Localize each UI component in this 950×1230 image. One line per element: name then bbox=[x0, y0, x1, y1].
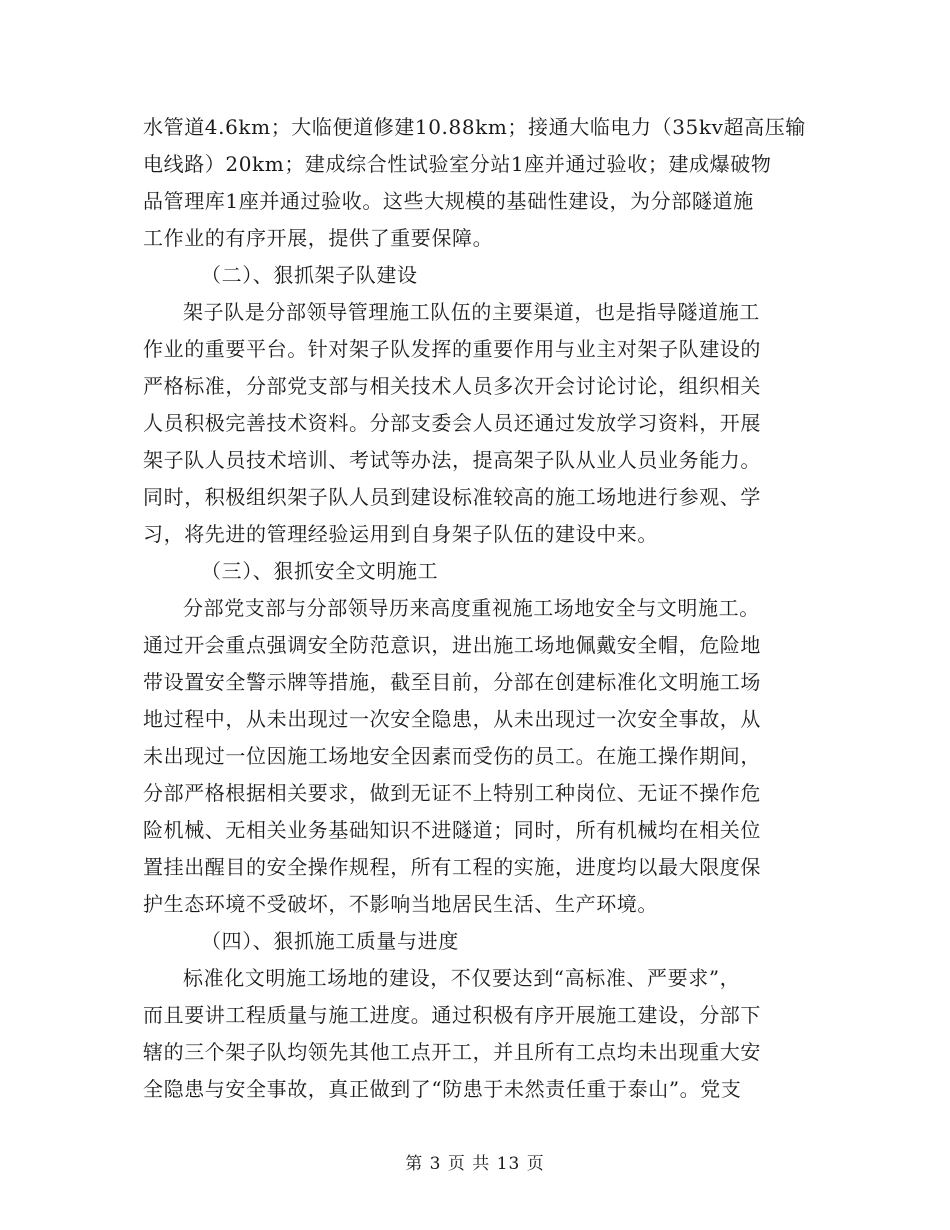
section-heading-4: （四）、狠抓施工质量与进度 bbox=[201, 929, 459, 953]
text-line: 习，将先进的管理经验运用到自身架子队伍的建设中来。 bbox=[143, 522, 658, 546]
text-line: 通过开会重点强调安全防范意识，进出施工场地佩戴安全帽，危险地 bbox=[143, 633, 761, 657]
section-heading-2: （二）、狠抓架子队建设 bbox=[201, 263, 418, 287]
text-line: 分部严格根据相关要求，做到无证不上特别工种岗位、无证不操作危 bbox=[143, 781, 761, 805]
text-line: 地过程中，从未出现过一次安全隐患，从未出现过一次安全事故，从 bbox=[143, 707, 761, 731]
text-line: 带设置安全警示牌等措施，截至目前，分部在创建标准化文明施工场 bbox=[143, 670, 761, 694]
text-line: 品管理库1座并通过验收。这些大规模的基础性建设，为分部隧道施 bbox=[143, 189, 754, 213]
text-line: 严格标准，分部党支部与相关技术人员多次开会讨论讨论，组织相关 bbox=[143, 374, 761, 398]
text-line: 水管道4.6km；大临便道修建10.88km；接通大临电力（35kv超高压输 bbox=[143, 115, 806, 139]
text-line: 辖的三个架子队均领先其他工点开工，并且所有工点均未出现重大安 bbox=[143, 1040, 761, 1064]
text-line: 电线路）20km；建成综合性试验室分站1座并通过验收；建成爆破物 bbox=[143, 152, 772, 176]
text-line: 架子队人员技术培训、考试等办法，提高架子队从业人员业务能力。 bbox=[143, 448, 761, 472]
text-line: 而且要讲工程质量与施工进度。通过积极有序开展施工建设，分部下 bbox=[143, 1003, 761, 1027]
text-line: 作业的重要平台。针对架子队发挥的重要作用与业主对架子队建设的 bbox=[143, 337, 761, 361]
paragraph-first-line: 标准化文明施工场地的建设，不仅要达到“高标准、严要求”， bbox=[183, 966, 741, 990]
text-line: 未出现过一位因施工场地安全因素而受伤的员工。在施工操作期间， bbox=[143, 744, 761, 768]
text-line: 护生态环境不受破坏，不影响当地居民生活、生产环境。 bbox=[143, 892, 658, 916]
page-number-footer: 第 3 页 共 13 页 bbox=[405, 1154, 545, 1174]
text-line: 置挂出醒目的安全操作规程，所有工程的实施，进度均以最大限度保 bbox=[143, 855, 761, 879]
text-line: 险机械、无相关业务基础知识不进隧道；同时，所有机械均在相关位 bbox=[143, 818, 761, 842]
paragraph-first-line: 架子队是分部领导管理施工队伍的主要渠道，也是指导隧道施工 bbox=[183, 300, 760, 324]
text-line: 工作业的有序开展，提供了重要保障。 bbox=[143, 226, 494, 250]
text-line: 全隐患与安全事故，真正做到了“防患于未然责任重于泰山”。党支 bbox=[143, 1077, 742, 1101]
text-line: 同时，积极组织架子队人员到建设标准较高的施工场地进行参观、学 bbox=[143, 485, 761, 509]
paragraph-first-line: 分部党支部与分部领导历来高度重视施工场地安全与文明施工。 bbox=[183, 596, 760, 620]
document-body bbox=[143, 109, 808, 1108]
section-heading-3: （三）、狠抓安全文明施工 bbox=[201, 559, 439, 583]
text-line: 人员积极完善技术资料。分部支委会人员还通过发放学习资料，开展 bbox=[143, 411, 761, 435]
